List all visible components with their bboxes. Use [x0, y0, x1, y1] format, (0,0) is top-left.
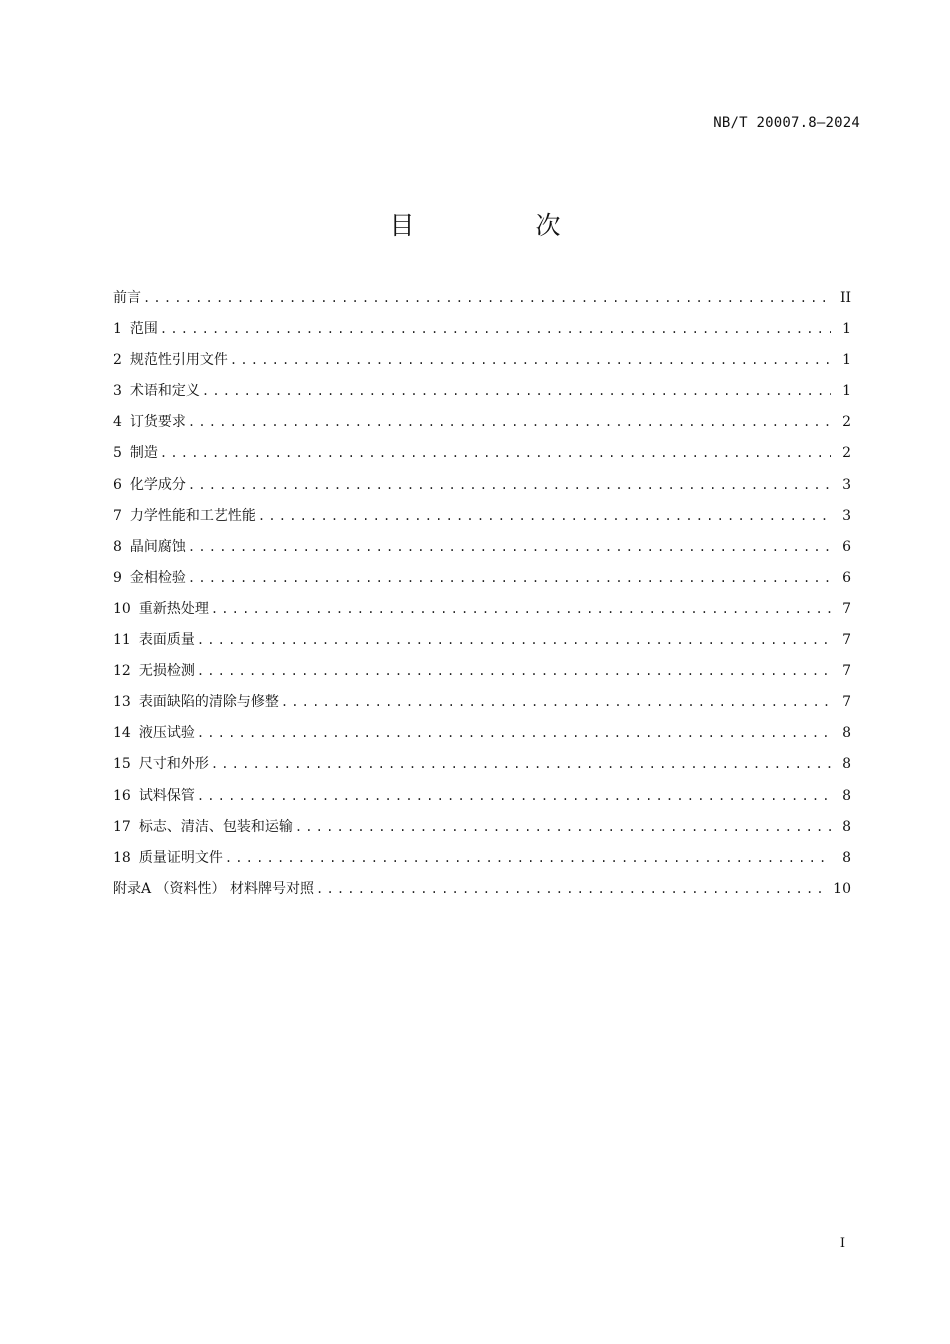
toc-entry-label: [113, 781, 197, 812]
toc-entry-label: [113, 843, 225, 874]
toc-entry-title: 规范性引用文件: [129, 352, 228, 369]
toc-entry-9[interactable]: [113, 563, 851, 594]
toc-entry-title: 力学性能和工艺性能: [129, 507, 256, 524]
toc-entry-number: 7: [113, 507, 122, 524]
toc-entry-8[interactable]: [113, 532, 851, 563]
toc-entry-page: 8: [842, 849, 851, 866]
toc-entry-5[interactable]: [113, 438, 851, 469]
toc-dot-leader: [258, 501, 831, 532]
toc-dot-leader: [295, 812, 831, 843]
toc-entry-page: 7: [842, 632, 851, 649]
toc-entry-title: 制造: [129, 445, 158, 462]
toc-entry-page: 1: [842, 321, 851, 338]
toc-entry-page: 10: [833, 880, 851, 897]
toc-entry-title: 范围: [129, 321, 158, 338]
toc-entry-title: 术语和定义: [129, 383, 200, 400]
toc-entry-label: [113, 376, 202, 407]
toc-entry-label: [113, 718, 197, 749]
toc-entry-number: 14: [113, 725, 131, 742]
page-number: I: [839, 1236, 845, 1251]
toc-entry-label: [113, 594, 211, 625]
toc-entry-number: 11: [113, 632, 131, 649]
toc-entry-10[interactable]: [113, 594, 851, 625]
toc-entry-number: 8: [113, 538, 122, 555]
toc-entry-page: 3: [842, 476, 851, 493]
toc-dot-leader: [197, 625, 831, 656]
toc-dot-leader: [188, 563, 831, 594]
toc-entry-7[interactable]: [113, 501, 851, 532]
toc-dot-leader: [202, 376, 831, 407]
toc-entry-title: 金相检验: [129, 569, 186, 586]
toc-entry-number: 9: [113, 569, 122, 586]
toc-entry-title: 重新热处理: [138, 600, 209, 617]
toc-dot-leader: [160, 314, 831, 345]
toc-entry-page: 7: [842, 600, 851, 617]
toc-entry-3[interactable]: [113, 376, 851, 407]
toc-dot-leader: [211, 594, 831, 625]
toc-entry-page: 2: [842, 445, 851, 462]
toc-entry-16[interactable]: [113, 781, 851, 812]
toc-entry-page: II: [839, 290, 851, 306]
toc-entry-page: 8: [842, 725, 851, 742]
toc-dot-leader: [188, 470, 831, 501]
toc-entry-4[interactable]: [113, 407, 851, 438]
toc-entry-label: [113, 345, 230, 376]
toc-entry-page: 8: [842, 818, 851, 835]
toc-dot-leader: [197, 718, 831, 749]
toc-entry-label: [113, 438, 160, 469]
toc-entry-number: 16: [113, 787, 131, 804]
toc-entry-label: [113, 407, 188, 438]
toc-entry-label: [113, 532, 188, 563]
toc-entry-1[interactable]: [113, 314, 851, 345]
toc-entry-14[interactable]: [113, 718, 851, 749]
toc-entry-number: 15: [113, 756, 131, 773]
toc-title: 目 次: [389, 211, 609, 240]
toc-entry-number: 18: [113, 849, 131, 866]
toc-entry-label: [113, 625, 197, 656]
toc-entry-number: 12: [113, 663, 131, 680]
toc-entry-title: 化学成分: [129, 476, 186, 493]
toc-entry-page: 2: [842, 414, 851, 431]
toc-dot-leader: [197, 656, 831, 687]
toc-entry-label: [113, 470, 188, 501]
toc-dot-leader: [197, 781, 831, 812]
toc-entry-label: [113, 874, 316, 905]
toc-entry-label: [113, 687, 281, 718]
toc-entry-number: 4: [113, 414, 122, 431]
toc-dot-leader: [188, 407, 831, 438]
toc-entry-number: 13: [113, 694, 131, 711]
toc-entry-number: 1: [113, 321, 122, 338]
toc-entry-label: [113, 656, 197, 687]
toc-entry-title: 前言: [113, 290, 141, 306]
toc-entry-page: 1: [842, 352, 851, 369]
toc-entry-title: 附录A （资料性） 材料牌号对照: [113, 880, 315, 897]
toc-entry-number: 3: [113, 383, 122, 400]
toc-entry-page: 6: [842, 538, 851, 555]
toc-entry-15[interactable]: [113, 749, 851, 780]
toc-list: [113, 283, 851, 905]
toc-dot-leader: [316, 874, 825, 905]
toc-entry-title: 试料保管: [138, 787, 195, 804]
toc-entry-title: 晶间腐蚀: [129, 538, 186, 555]
toc-entry-title: 表面质量: [138, 632, 195, 649]
toc-entry-title: 表面缺陷的清除与修整: [138, 694, 279, 711]
toc-entry-title: 液压试验: [138, 725, 195, 742]
toc-entry-title: 质量证明文件: [138, 849, 223, 866]
toc-entry-17[interactable]: [113, 812, 851, 843]
toc-entry-2[interactable]: [113, 345, 851, 376]
toc-entry-label: [113, 812, 295, 843]
toc-entry-label: [113, 283, 143, 314]
toc-entry-number: 6: [113, 476, 122, 493]
toc-entry-page: 7: [842, 694, 851, 711]
toc-entry-page: 8: [842, 756, 851, 773]
toc-dot-leader: [188, 532, 831, 563]
toc-entry-title: 尺寸和外形: [138, 756, 209, 773]
toc-dot-leader: [211, 749, 831, 780]
toc-entry-page: 8: [842, 787, 851, 804]
toc-entry-11[interactable]: [113, 625, 851, 656]
toc-entry-13[interactable]: [113, 687, 851, 718]
toc-entry-number: 5: [113, 445, 122, 462]
toc-entry-18[interactable]: [113, 843, 851, 874]
toc-entry-number: 10: [113, 600, 131, 617]
toc-entry-page: 3: [842, 507, 851, 524]
toc-entry-number: 2: [113, 352, 122, 369]
toc-entry-12[interactable]: [113, 656, 851, 687]
toc-entry-title: 标志、清洁、包装和运输: [138, 818, 293, 835]
toc-dot-leader: [281, 687, 831, 718]
toc-entry-title: 无损检测: [138, 663, 195, 680]
toc-entry-label: [113, 501, 258, 532]
toc-entry-label: [113, 314, 160, 345]
standard-code: NB/T 20007.8—2024: [713, 115, 860, 131]
toc-entry-6[interactable]: [113, 470, 851, 501]
toc-dot-leader: [230, 345, 831, 376]
toc-entry-foreword[interactable]: [113, 283, 851, 314]
toc-entry-page: 6: [842, 569, 851, 586]
toc-dot-leader: [143, 283, 831, 314]
toc-entry-page: 1: [842, 383, 851, 400]
toc-entry-label: [113, 749, 211, 780]
toc-entry-appendix-a[interactable]: [113, 874, 851, 905]
toc-entry-number: 17: [113, 818, 131, 835]
toc-entry-label: [113, 563, 188, 594]
toc-dot-leader: [160, 438, 831, 469]
toc-entry-page: 7: [842, 663, 851, 680]
toc-entry-title: 订货要求: [129, 414, 186, 431]
toc-dot-leader: [225, 843, 831, 874]
